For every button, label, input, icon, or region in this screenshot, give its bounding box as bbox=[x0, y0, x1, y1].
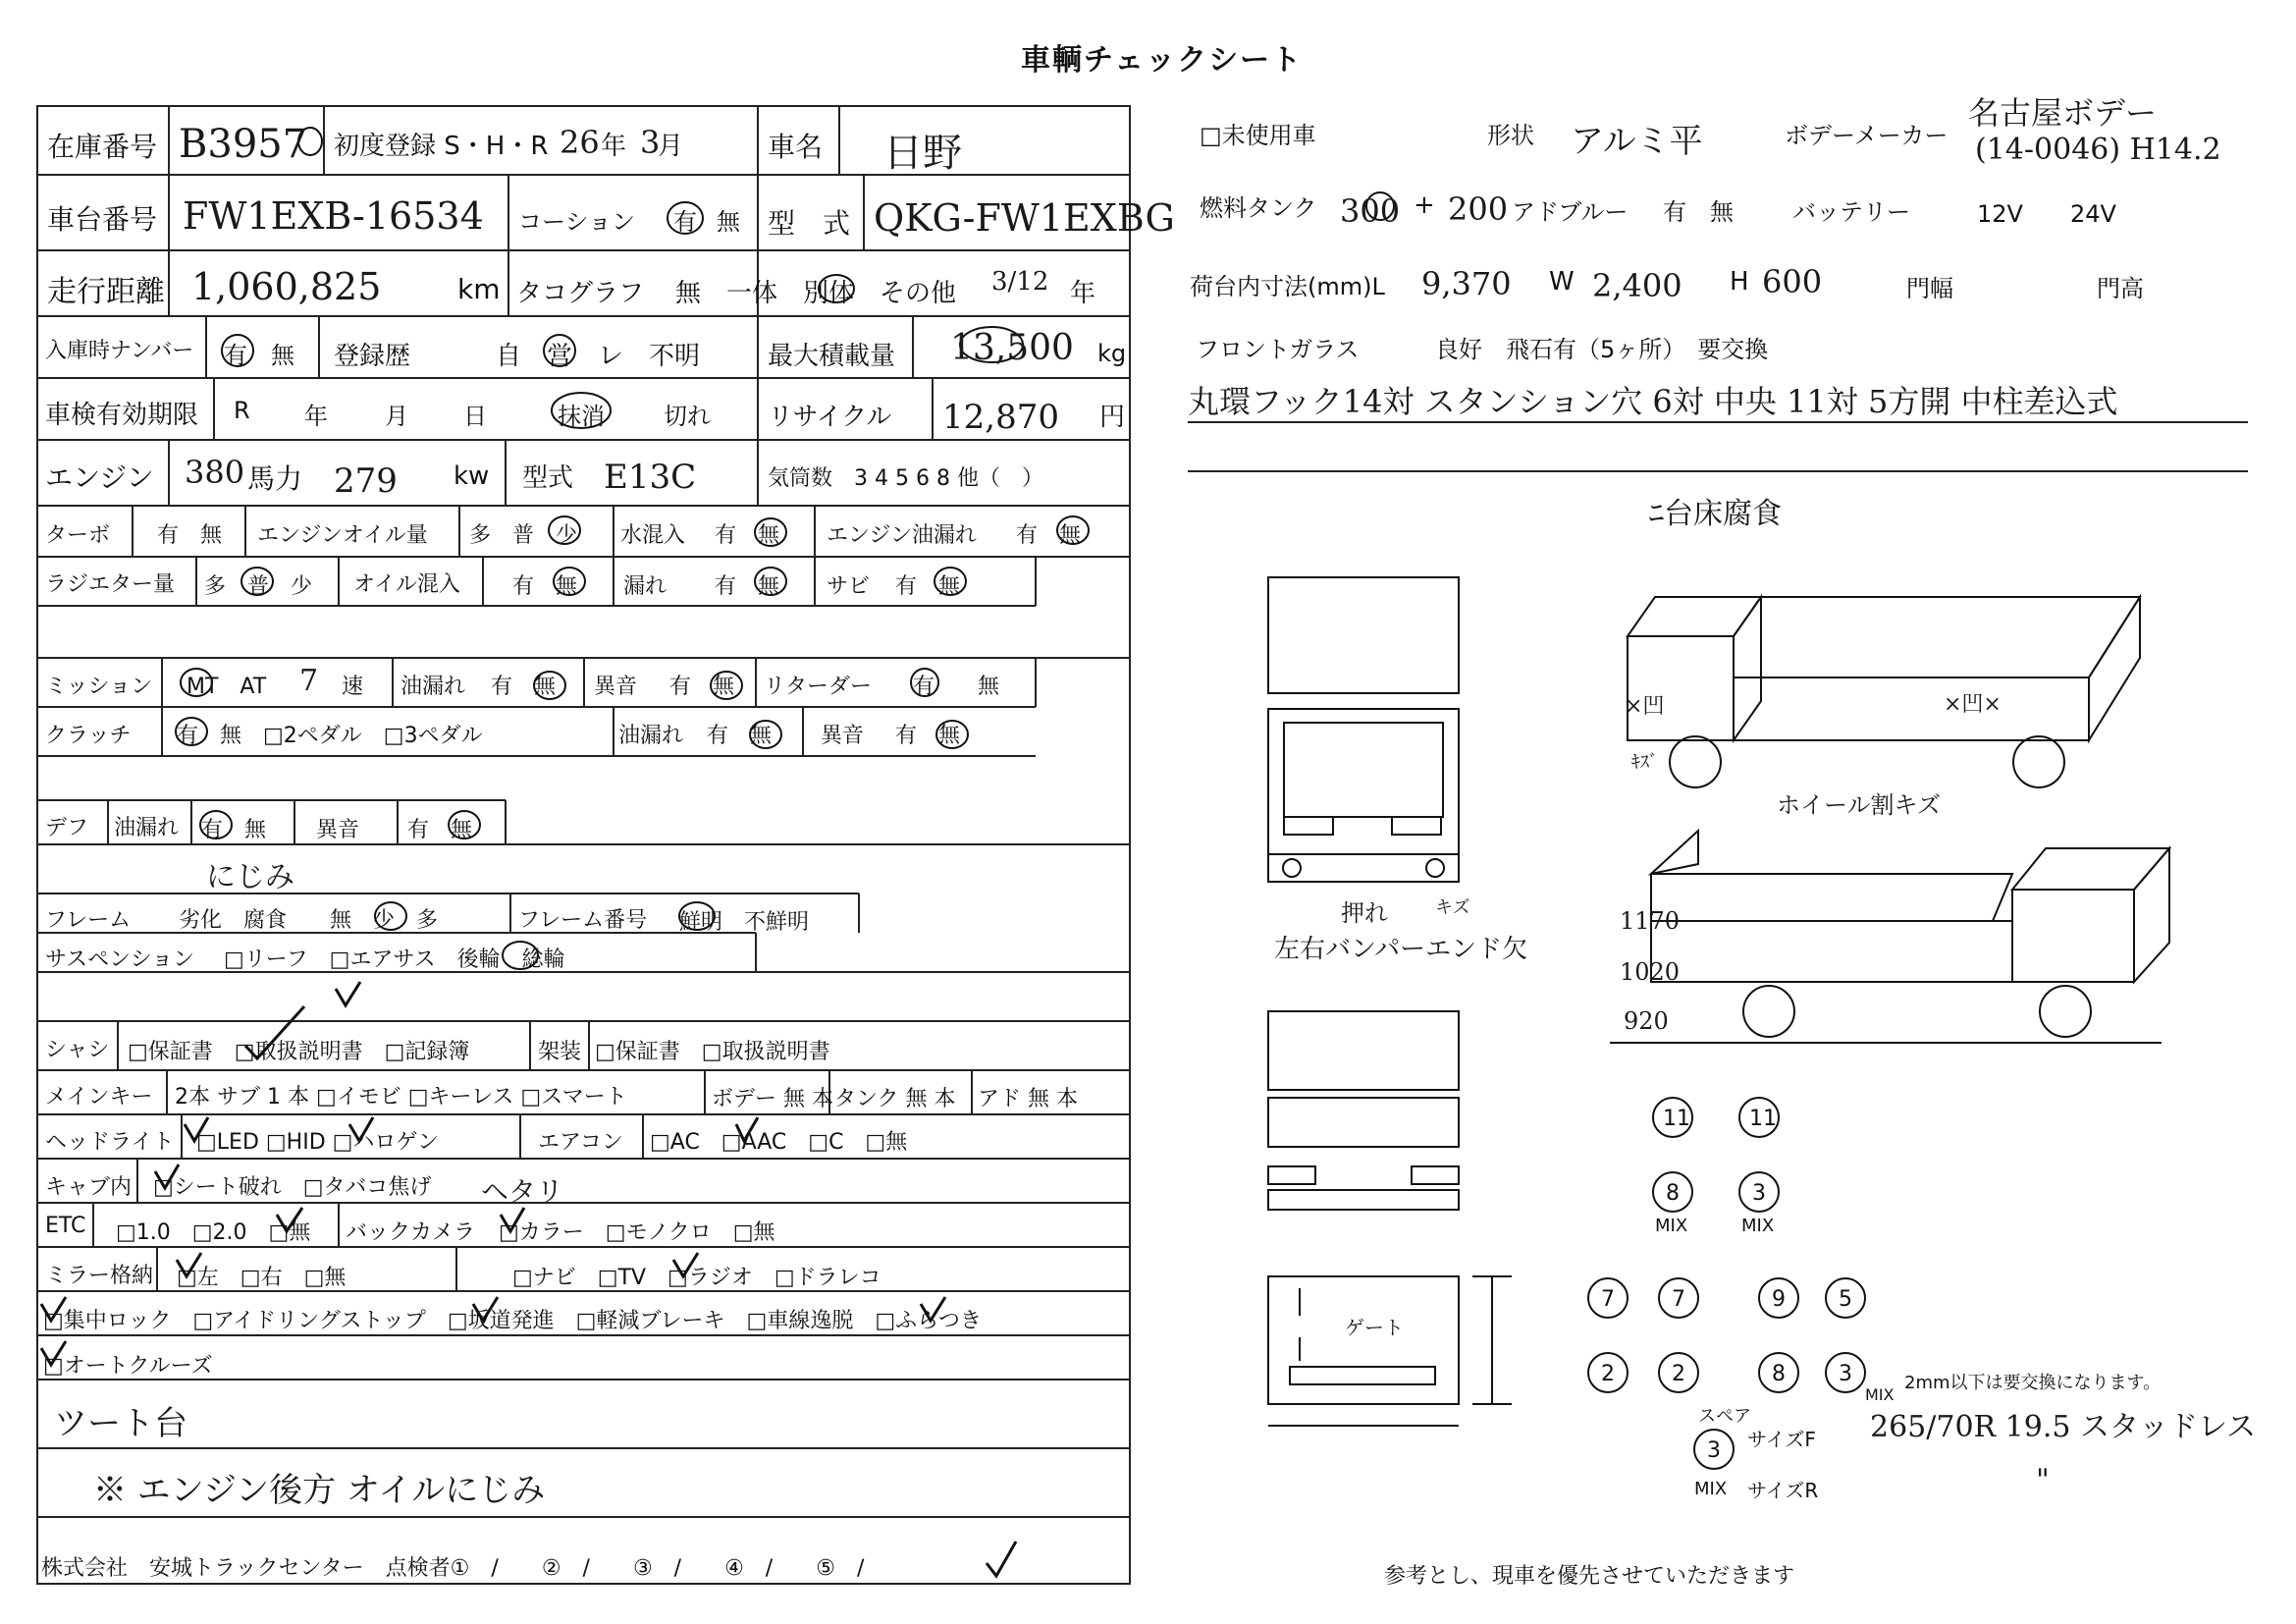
first-reg-year: 26 bbox=[560, 124, 600, 161]
engine-oil-leak-label: エンジン油漏れ bbox=[827, 523, 977, 548]
adblue-label: アドブルー bbox=[1512, 198, 1629, 226]
mission-speed-unit: 速 bbox=[342, 675, 364, 699]
tire-mid-left: 8 bbox=[1666, 1181, 1680, 1206]
plate-options: 有 無 bbox=[224, 342, 294, 369]
bed-dims-label: 荷台内寸法(mm)L bbox=[1190, 273, 1385, 300]
cab-top-view bbox=[1268, 577, 1459, 693]
recycle-label: リサイクル bbox=[768, 403, 892, 432]
aircon-options: □AC □AAC □C □無 bbox=[650, 1130, 908, 1155]
tire-note: 2mm以下は要交換になります。 bbox=[1904, 1373, 2162, 1393]
inspection-label: 車検有効期限 bbox=[45, 401, 199, 430]
misc-options-1: □集中ロック □アイドリングストップ □坂道発進 □軽減ブレーキ □車線逸脱 □ふらつき bbox=[43, 1309, 982, 1333]
water-mix-label: 水混入 bbox=[620, 523, 686, 548]
engine-type-label: 型式 bbox=[522, 463, 574, 493]
hook-note: 丸環フック14対 スタンション穴 6対 中央 11対 5方開 中柱差込式 bbox=[1188, 383, 2118, 420]
tacho-options: 無 一体 別体 その他 bbox=[675, 279, 957, 308]
first-reg-label: 初度登録 S・H・R bbox=[334, 132, 549, 161]
engine-oil-leak-options: 有 無 bbox=[1016, 523, 1082, 548]
mileage-unit: km bbox=[457, 273, 501, 305]
turbo-options: 有 無 bbox=[157, 523, 223, 548]
oil-amount-options: 多 普 少 bbox=[469, 523, 578, 548]
frame-no-label: フレーム番号 bbox=[518, 908, 648, 933]
suspension-label: サスペンション bbox=[45, 947, 195, 972]
height-1: 1170 bbox=[1620, 907, 1681, 935]
clutch-noise-label: 異音 bbox=[821, 724, 865, 748]
month-unit: 月 bbox=[658, 132, 684, 161]
engine-hp-unit: 馬力 bbox=[247, 462, 303, 495]
battery-label: バッテリー bbox=[1792, 198, 1910, 226]
coating-label: コーション bbox=[518, 208, 636, 236]
fuel-plus: + bbox=[1414, 190, 1435, 220]
diff-oil-leak-options: 有 無 bbox=[201, 818, 267, 842]
clutch-oil-leak-options: 有 無 bbox=[707, 724, 773, 748]
frame-no-options: 鮮明 不鮮明 bbox=[679, 910, 810, 935]
size-front-label: サイズF bbox=[1747, 1428, 1816, 1451]
turbo-label: ターボ bbox=[45, 523, 111, 548]
oil-mix-label: オイル混入 bbox=[353, 572, 460, 597]
cab-label: キャブ内 bbox=[45, 1175, 133, 1200]
headlight-options: □LED □HID □ハロゲン bbox=[196, 1130, 439, 1155]
inspection-r: R bbox=[234, 397, 250, 424]
tire-r2-2: 2 bbox=[1672, 1362, 1685, 1386]
car-name-value: 日野 bbox=[883, 131, 962, 176]
diff-noise-label: 異音 bbox=[316, 818, 360, 842]
footer-inspector: 株式会社 安城トラックセンター 点検者① / ② / ③ / ④ / ⑤ / bbox=[41, 1556, 865, 1581]
tire-front-left: 11 bbox=[1663, 1107, 1690, 1131]
inspection-year: 年 bbox=[304, 403, 328, 430]
body-maker-value: 名古屋ボデー bbox=[1968, 94, 2158, 132]
spare-label: スペア bbox=[1698, 1406, 1751, 1427]
audio-options: □ナビ □TV □ラジオ □ドラレコ bbox=[512, 1266, 881, 1290]
mission-noise-label: 異音 bbox=[594, 675, 638, 699]
tire-spare-mix: MIX bbox=[1694, 1479, 1728, 1499]
clutch-oil-leak-label: 油漏れ bbox=[618, 724, 684, 748]
recycle-value: 12,870 bbox=[942, 398, 1059, 437]
chassis-no-value: FW1EXB-16534 bbox=[183, 194, 484, 238]
recycle-unit: 円 bbox=[1099, 403, 1126, 432]
tire-r2-3: 8 bbox=[1772, 1362, 1786, 1386]
floor-note: ﾆ台床腐食 bbox=[1649, 497, 1782, 531]
coating-yes: 有 bbox=[673, 208, 697, 236]
page-title: 車輌チェックシート bbox=[1021, 43, 1304, 78]
headlight-label: ヘッドライト bbox=[45, 1130, 175, 1155]
tire-r1-1: 7 bbox=[1601, 1287, 1615, 1312]
chassis-docs-options: □保証書 □取扱説明書 □記録簿 bbox=[128, 1040, 470, 1064]
body-dent-mark: ×凹× bbox=[1944, 692, 2002, 717]
bed-width-label: W bbox=[1549, 267, 1575, 297]
chassis-no-label: 車台番号 bbox=[47, 203, 158, 236]
diff-noise-options: 有 無 bbox=[407, 818, 473, 842]
diff-note: にじみ bbox=[206, 860, 294, 894]
mirror-label: ミラー格納 bbox=[45, 1264, 154, 1288]
bumper-mark-2: キズ bbox=[1435, 897, 1470, 918]
tire-front-right: 11 bbox=[1749, 1107, 1777, 1131]
mission-speed: 7 bbox=[299, 664, 319, 698]
plate-label: 入庫時ナンバー bbox=[45, 339, 194, 363]
misc-options-2: □オートクルーズ bbox=[43, 1354, 213, 1379]
tire-r1-2: 7 bbox=[1672, 1287, 1685, 1312]
tire-size-value: 265/70R 19.5 スタッドレス bbox=[1870, 1410, 2257, 1444]
rust-options: 有 無 bbox=[895, 574, 961, 599]
tire-spare: 3 bbox=[1707, 1438, 1721, 1463]
main-key-value: 2本 サブ 1 本 □イモビ □キーレス □スマート bbox=[175, 1085, 627, 1110]
body-maker-code: (14-0046) H14.2 bbox=[1975, 133, 2221, 167]
fuel-tank-label: 燃料タンク bbox=[1200, 194, 1317, 222]
first-reg-month: 3 bbox=[640, 124, 661, 161]
bed-height-label: H bbox=[1730, 267, 1749, 297]
retarder-options: 有 無 bbox=[913, 675, 1000, 699]
mission-oil-leak-label: 油漏れ bbox=[400, 675, 466, 699]
leak-label: 漏れ bbox=[623, 574, 667, 599]
inspection-day: 日 bbox=[463, 403, 487, 430]
mission-oil-leak-options: 有 無 bbox=[491, 675, 557, 699]
mission-options: MT AT bbox=[187, 675, 267, 699]
body-key: ボデー 無 本 bbox=[712, 1087, 833, 1111]
windshield-options: 良好 飛石有（5ヶ所） 要交換 bbox=[1435, 336, 1769, 363]
mission-noise-options: 有 無 bbox=[669, 675, 735, 699]
cab-scratch-mark: ｷｽﾞ bbox=[1631, 752, 1658, 773]
reg-history-label: 登録歴 bbox=[334, 342, 411, 371]
mileage-label: 走行距離 bbox=[47, 275, 165, 309]
cab-options: □シート破れ □タバコ焦げ bbox=[153, 1175, 432, 1200]
engine-kw: 279 bbox=[334, 461, 398, 501]
radiator-options: 多 普 少 bbox=[204, 574, 313, 599]
tacho-year: 年 bbox=[1070, 279, 1096, 308]
suspension-options: □リーフ □エアサス 後輪 総輪 bbox=[224, 947, 565, 972]
cylinders-options: 3 4 5 6 8 他（ ） bbox=[854, 466, 1043, 491]
main-key-label: メインキー bbox=[45, 1085, 153, 1110]
etc-options: □1.0 □2.0 □無 bbox=[116, 1220, 311, 1245]
height-3: 920 bbox=[1624, 1007, 1669, 1035]
etc-label: ETC bbox=[45, 1214, 86, 1238]
body-docs-label: 架装 bbox=[538, 1040, 582, 1064]
stock-no-label: 在庫番号 bbox=[47, 131, 158, 163]
year-unit: 年 bbox=[601, 132, 627, 161]
back-camera-label: バックカメラ bbox=[346, 1220, 476, 1245]
clutch-options: 有 無 □2ペダル □3ペダル bbox=[177, 724, 483, 748]
bed-length: 9,370 bbox=[1421, 265, 1512, 302]
tire-r2-4: 3 bbox=[1839, 1362, 1852, 1386]
bed-height: 600 bbox=[1762, 263, 1823, 300]
adblue-options: 有 無 bbox=[1663, 198, 1734, 226]
reg-history-options: 自 営 レ 不明 bbox=[496, 342, 701, 371]
mission-label: ミッション bbox=[45, 675, 153, 699]
bottom-note: 参考とし、現車を優先させていただきます bbox=[1384, 1564, 1795, 1589]
oil-mix-options: 有 無 bbox=[512, 574, 578, 599]
rust-label: サビ bbox=[827, 574, 871, 599]
tacho-value: 3/12 bbox=[991, 267, 1049, 297]
mirror-options: □左 □右 □無 bbox=[177, 1266, 347, 1290]
battery-options: 12V 24V bbox=[1977, 200, 2116, 228]
cylinders-label: 気筒数 bbox=[768, 466, 833, 491]
mileage-value: 1,060,825 bbox=[191, 265, 382, 308]
body-docs-options: □保証書 □取扱説明書 bbox=[595, 1040, 830, 1064]
water-mix-options: 有 無 bbox=[715, 523, 780, 548]
inspection-opt2: 切れ bbox=[664, 403, 711, 430]
tank-key: タンク 無 本 bbox=[834, 1087, 956, 1111]
windshield-label: フロントガラス bbox=[1196, 336, 1360, 363]
fuel-tank-value: 300 bbox=[1340, 192, 1401, 230]
max-load-label: 最大積載量 bbox=[768, 342, 896, 371]
car-name-label: 車名 bbox=[768, 131, 824, 163]
bed-width: 2,400 bbox=[1592, 267, 1682, 304]
leak-options: 有 無 bbox=[715, 574, 780, 599]
oil-amount-label: エンジンオイル量 bbox=[257, 523, 428, 548]
tire-mix-right: MIX bbox=[1741, 1216, 1775, 1236]
engine-type-value: E13C bbox=[604, 458, 697, 497]
max-load-value: 13,500 bbox=[950, 328, 1074, 368]
radiator-label: ラジエター量 bbox=[45, 572, 176, 597]
coating-no: 無 bbox=[717, 208, 740, 236]
shape-value: アルミ平 bbox=[1571, 122, 1703, 161]
model-value: QKG-FW1EXBG bbox=[874, 196, 1175, 240]
clutch-label: クラッチ bbox=[45, 724, 132, 748]
door-width-label: 門幅 bbox=[1906, 275, 1953, 302]
chassis-docs-label: シャシ bbox=[45, 1038, 110, 1062]
clutch-noise-options: 有 無 bbox=[895, 724, 961, 748]
stock-no-value: B3957 bbox=[179, 122, 308, 167]
tire-r2-1: 2 bbox=[1601, 1362, 1615, 1386]
unused-checkbox: □未使用車 bbox=[1200, 122, 1316, 149]
retarder-label: リターダー bbox=[764, 675, 873, 699]
size-rear-label: サイズR bbox=[1747, 1479, 1819, 1502]
bumper-mark-1: 押れ bbox=[1341, 899, 1388, 927]
adblue-value: 200 bbox=[1448, 190, 1509, 228]
diff-oil-leak-label: 油漏れ bbox=[114, 816, 180, 840]
max-load-unit: kg bbox=[1097, 340, 1127, 367]
shape-label: 形状 bbox=[1487, 122, 1534, 149]
diff-label: デフ bbox=[45, 816, 89, 840]
aircon-label: エアコン bbox=[538, 1130, 623, 1155]
door-height-label: 門高 bbox=[2097, 275, 2144, 302]
engine-kw-unit: kw bbox=[454, 461, 490, 491]
body-maker-label: ボデーメーカー bbox=[1785, 122, 1949, 149]
tire-mid-right: 3 bbox=[1752, 1181, 1766, 1206]
height-2: 1020 bbox=[1620, 958, 1681, 986]
gate-label: ゲート bbox=[1345, 1316, 1404, 1339]
tire-r1-4: 5 bbox=[1839, 1287, 1852, 1312]
cab-note: ヘタリ bbox=[481, 1175, 564, 1208]
tire-mix-left: MIX bbox=[1655, 1216, 1688, 1236]
bumper-note: 左右バンパーエンド欠 bbox=[1274, 935, 1528, 964]
tacho-label: タコグラフ bbox=[516, 279, 645, 308]
inspection-opt1: 抹消 bbox=[558, 403, 605, 430]
inspection-month: 月 bbox=[385, 403, 408, 430]
note-2: ※ エンジン後方 オイルにじみ bbox=[93, 1471, 546, 1510]
model-label: 型 式 bbox=[768, 207, 851, 240]
note-1: ツート台 bbox=[54, 1404, 187, 1443]
back-camera-options: □カラー □モノクロ □無 bbox=[499, 1220, 775, 1245]
tire-r2-mix: MIX bbox=[1865, 1385, 1895, 1404]
wheel-scratch-note: ホイール割キズ bbox=[1777, 791, 1942, 819]
tire-size-ditto: " bbox=[2036, 1463, 2050, 1497]
cab-dent-mark: ×凹 bbox=[1625, 694, 1665, 719]
engine-label: エンジン bbox=[45, 461, 154, 494]
engine-hp: 380 bbox=[185, 454, 245, 491]
ad-key: アド 無 本 bbox=[978, 1087, 1078, 1111]
frame-options: 劣化 腐食 無 少 多 bbox=[179, 908, 439, 933]
frame-label: フレーム bbox=[45, 908, 132, 933]
tire-r1-3: 9 bbox=[1772, 1287, 1786, 1312]
